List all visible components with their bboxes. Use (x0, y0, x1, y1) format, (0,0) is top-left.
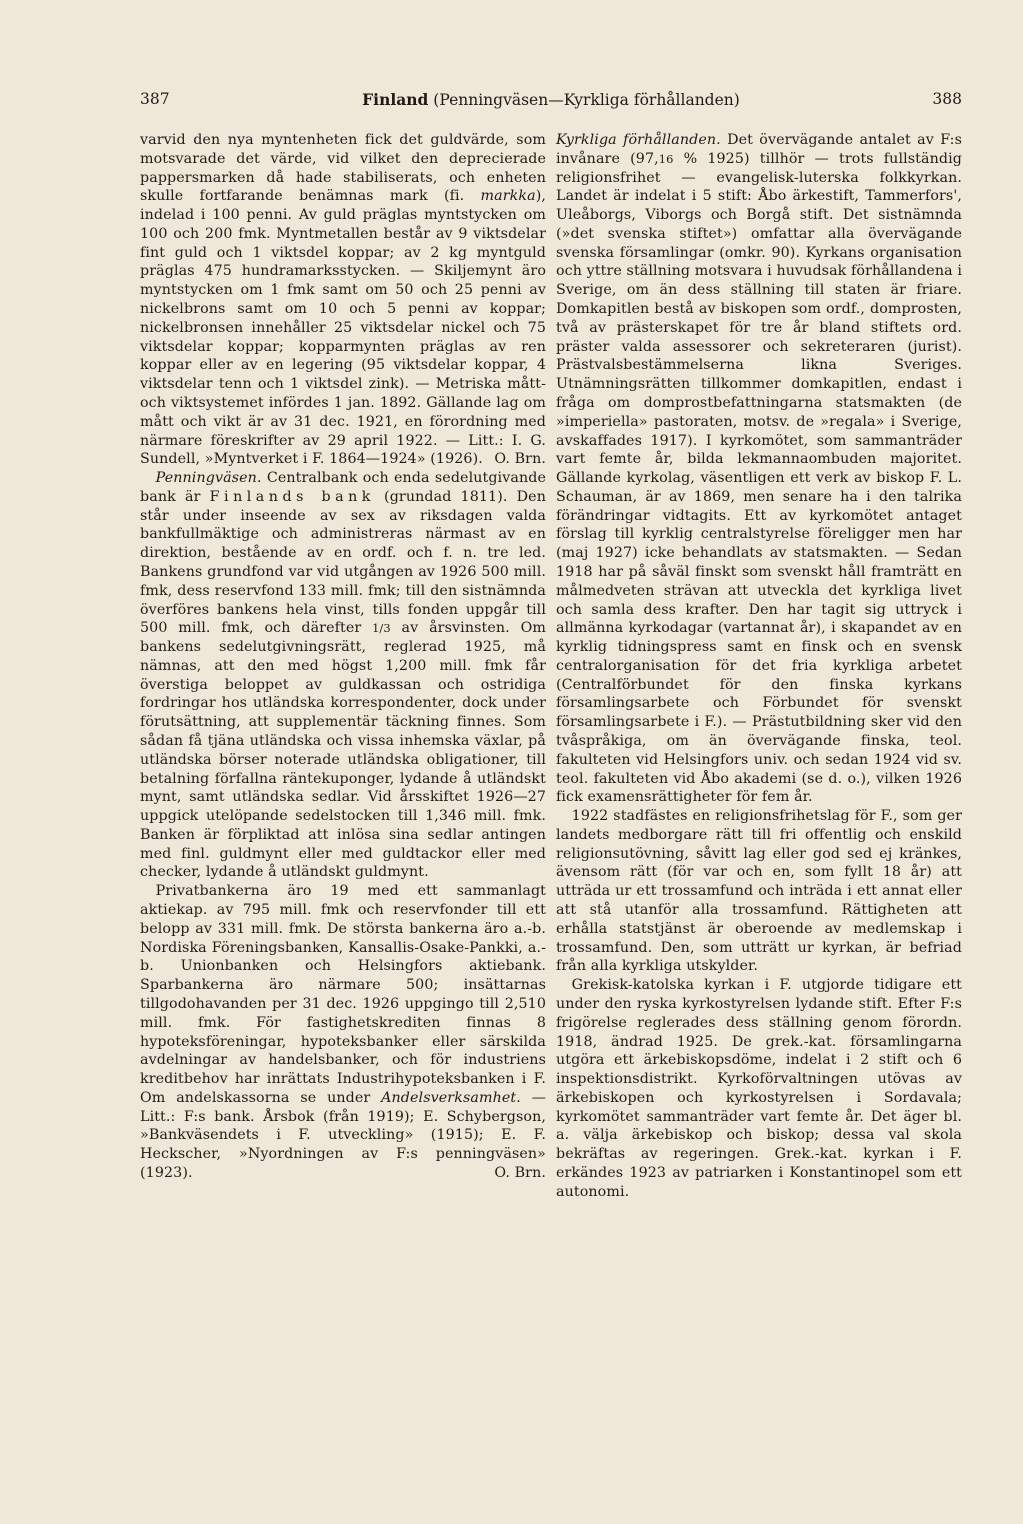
paragraph-religionsfrihet: 1922 stadfästes en religionsfrihetslag för F., som ger landets medborgare rätt till fri offentlig och enskild religionsutövning, såvitt lag eller god sed ej kränkes, ävensom rätt (för var och en, som fyllt 18 år) att utträda ur ett trossamfund och inträda i ett annat eller att stå utanför alla trossamfund. Rättigheten att erhålla statstjänst är oberoende av medlemskap i trossamfund. Den, som utträtt ur kyrkan, är befriad från alla kyrkliga utskylder. (556, 808, 962, 975)
section-heading: Kyrkliga förhållanden. (556, 132, 721, 148)
paragraph-kyrkliga: Kyrkliga förhållanden. Det övervägande antalet av F:s invånare (97,16 % 1925) tillhör — trots fullständig religionsfrihet — evangelisk-luterska folkkyrkan. Landet är indelat i 5 stift: Åbo ärkestift, Tammerfors', Uleåborgs, Viborgs och Borgå stift. Det sistnämnda (»det svenska stiftet») omfattar alla övervägande svenska församlingar (omkr. 90). Kyrkans organisation och yttre ställning motsvara i huvudsak förhållandena i Sverige, om än dess ställning till staten är friare. Domkapitlen bestå av biskopen som ordf., domprosten, två av prästerskapet för tre år bland stiftets ord. präster valda assessorer och sekreteraren (jurist). Prästvalsbestämmelserna likna Sveriges. Utnämningsrätten tillkommer domkapitlen, endast i fråga om domprostbefattningarna statsmakten (de »imperiella» pastoraten, motsv. de »regala» i Sverige, avskaffades 1917). I kyrkomötet, som sammanträder vart femte år, bilda lekmannaombuden majoritet. Gällande kyrkolag, väsentligen ett verk av biskop F. L. Schauman, är av 1869, men senare ha i den talrika förändringar vidtagits. Ett av kyrkomötet antaget förslag till kyrklig centralstyrelse föreligger men har (maj 1927) icke behandlats av statsmakten. — Sedan 1918 har på såväl finskt som svenskt håll framträtt en målmedveten strävan att utveckla det kyrkliga livet och samla dess krafter. Den har tagit sig uttryck i allmänna kyrkodagar (vartannat år), i skapandet av en kyrklig tidningspress samt en finsk och en svensk centralorganisation för det fria kyrkliga arbetet (Centralförbundet för den finska kyrkans församlingsarbete och Förbundet för svenskt församlingsarbete i F.). — Prästutbildning sker vid den tvåspråkiga, om än övervägande finska, teol. fakulteten vid Helsingfors univ. och sedan 1924 vid sv. teol. fakulteten vid Åbo akademi (se d. o.), vilken 1926 fick examensrättigheter för fem år. (556, 132, 962, 806)
right-page-number: 388 (932, 90, 962, 108)
right-column (556, 131, 962, 1202)
left-page-number: 387 (140, 90, 170, 108)
left-column (140, 131, 546, 1183)
paragraph-privatbanker: Privatbankerna äro 19 med ett sammanlagt aktiekap. av 795 mill. fmk och reservfonder till ett belopp av 331 mill. fmk. De största bankerna äro a.-b. Nordiska Föreningsbanken, Kansallis-Osake-Pankki, a.-b. Unionbanken och Helsingfors aktiebank. Sparbankerna äro närmare 500; insättarnas tillgodohavanden per 31 dec. 1926 uppgingo till 2,510 mill. fmk. För fastighetskrediten finnas 8 hypoteksföreningar, hypoteksbanker eller särskilda avdelningar av handelsbanker, och för industriens kreditbehov har inrättats Industrihypoteksbanken i F. Om andelskassorna se under Andelsverksamhet. — Litt.: F:s bank. Årsbok (från 1919); E. Schybergson, »Bankväsendets i F. utveckling» (1915); E. F. Heckscher, »Nyordningen av F:s penningväsen» (1923). O. Brn. (140, 883, 547, 1181)
page-title (140, 90, 962, 109)
signature: O. Brn. (494, 1164, 546, 1181)
section-heading: Penningväsen. (155, 470, 262, 487)
paragraph-grekisk-katolska: Grekisk-katolska kyrkan i F. utgjorde tidigare ett under den ryska kyrkostyrelsen lydande stift. Efter F:s frigörelse reglerades dess ställning genom förordn. 1918, ändrad 1925. De grek.-kat. församlingarna utgöra ett ärkebiskopsdöme, indelat i 2 stift och 6 inspektionsdistrikt. Kyrkoförvaltningen utövas av ärkebiskopen och kyrkostyrelsen i Sordavala; kyrkomötet sammanträder vart femte år. Det äger bl. a. välja ärkebiskop och biskop; dessa val skola bekräftas av regeringen. Grek.-kat. kyrkan i F. erkändes 1923 av patriarken i Konstantinopel som ett autonomi. (556, 977, 962, 1200)
running-header (140, 90, 962, 116)
title-rest: (Penningväsen—Kyrkliga förhållanden) (428, 91, 740, 109)
title-bold: Finland (362, 90, 429, 109)
bank-name: Finlands bank (209, 488, 375, 505)
paragraph-penningvasen: Penningväsen. Centralbank och enda sedelutgivande bank är Finlands bank (grundad 1811). Den står under inseende av sex av riksdagen valda bankfullmäktige och administreras närmast av en direktion, bestående av en ordf. och f. n. tre led. Bankens grundfond var vid utgången av 1926 500 mill. fmk, dess reservfond 133 mill. fmk; till den sistnämnda överföres bankens hela vinst, tills fonden uppgår till 500 mill. fmk, och därefter 1/3 av årsvinsten. Om bankens sedelutgivningsrätt, reglerad 1925, må nämnas, att den med högst 1,200 mill. fmk får överstiga beloppet av guldkassan och ostridiga fordringar hos utländska korrespondenter, dock under förutsättning, att supplementär täckning finnes. Som sådan få tjäna utländska och vissa inhemska växlar, på utländska börser noterade utländska obligationer, till betalning förfallna räntekuponger, lydande å utländskt mynt, samt utländska sedlar. Vid årsskiftet 1926—27 uppgick utelöpande sedelstocken till 1,346 mill. fmk. Banken är förpliktad att inlösa sina sedlar antingen med finl. guldmynt eller med guldtackor eller med checker, lydande å utländskt guldmynt. (140, 470, 546, 881)
paragraph-myntvasen: varvid den nya myntenheten fick det guldvärde, som motsvarade det värde, vid vilket den deprecierade pappersmarken då hade stabiliserats, och enheten skulle fortfarande benämnas mark (fi. markka), indelad i 100 penni. Av guld präglas myntstycken om 100 och 200 fmk. Myntmetallen består av 9 viktsdelar fint guld och 1 viktsdel koppar; av 2 kg myntguld präglas 475 hundramarksstycken. — Skiljemynt äro myntstycken om 1 fmk samt om 50 och 25 penni av nickelbrons samt om 10 och 5 penni av koppar; nickelbronsen innehåller 25 viktsdelar nickel och 75 viktsdelar koppar; kopparmynten präglas av ren koppar eller av en legering (95 viktsdelar koppar, 4 viktsdelar tenn och 1 viktsdel zink). — Metriska mått- och viktsystemet infördes 1 jan. 1892. Gällande lag om mått och vikt är av 31 dec. 1921, en förordning med närmare föreskrifter av 29 april 1922. — Litt.: I. G. Sundell, »Myntverket i F. 1864—1924» (1926). O. Brn. (140, 132, 546, 468)
signature: O. Brn. (494, 451, 546, 468)
cross-reference: Andelsverksamhet (381, 1089, 517, 1106)
fraction: 1/3 (372, 621, 391, 636)
